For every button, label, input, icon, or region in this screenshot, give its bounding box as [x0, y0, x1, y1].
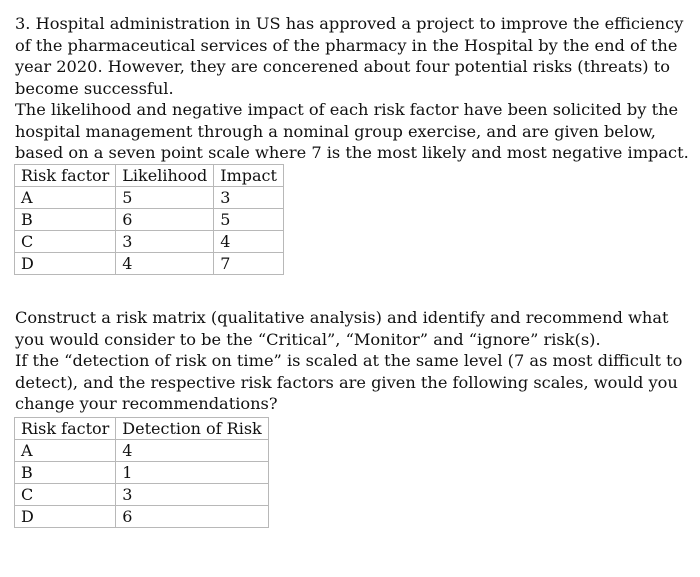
detection-of-risk-table — [14, 417, 269, 528]
table-row — [15, 462, 269, 484]
likelihood-cell: 5 — [116, 187, 214, 209]
impact-cell: 4 — [214, 231, 284, 253]
detection-cell: 4 — [116, 440, 268, 462]
risk-factor-cell: D — [15, 253, 116, 275]
table-row — [15, 187, 284, 209]
risk-factor-cell: A — [15, 187, 116, 209]
question-followup-text: Construct a risk matrix (qualitative analysis) and identify and recommend what you would consider to be the “Critical”, “Monitor” and “ignore” risk(s). If the “detection of risk on time” is scaled at the same level (7 as most difficult to detect), and the respective risk factors are given the following scales, would you change your recommendations? — [15, 308, 683, 413]
table-row — [15, 231, 284, 253]
detection-cell: 6 — [116, 506, 268, 528]
table-row — [15, 506, 269, 528]
table-header-row — [15, 165, 284, 187]
table-row — [15, 484, 269, 506]
detection-cell: 3 — [116, 484, 268, 506]
column-header-likelihood: Likelihood — [116, 165, 214, 187]
table-row — [15, 440, 269, 462]
likelihood-cell: 4 — [116, 253, 214, 275]
risk-factor-cell: D — [15, 506, 116, 528]
question-intro-text: 3. Hospital administration in US has approved a project to improve the efficiency of the pharmaceutical services of the pharmacy in the Hospital by the end of the year 2020. However, they are concerened about four potential risks (threats) to become successful. The likelihood and negative impact of each risk factor have been solicited by the hospital management through a nominal group exercise, and are given below, based on a seven point scale where 7 is the most likely and most negative impact. — [15, 14, 689, 162]
risk-factor-cell: B — [15, 462, 116, 484]
table-row — [15, 209, 284, 231]
impact-cell: 3 — [214, 187, 284, 209]
impact-cell: 7 — [214, 253, 284, 275]
risk-factor-cell: C — [15, 484, 116, 506]
risk-factor-cell: B — [15, 209, 116, 231]
table-header-row — [15, 418, 269, 440]
likelihood-cell: 3 — [116, 231, 214, 253]
column-header-impact: Impact — [214, 165, 284, 187]
likelihood-cell: 6 — [116, 209, 214, 231]
table-row — [15, 253, 284, 275]
detection-cell: 1 — [116, 462, 268, 484]
risk-factor-cell: C — [15, 231, 116, 253]
impact-cell: 5 — [214, 209, 284, 231]
risk-factor-cell: A — [15, 440, 116, 462]
column-header-risk-factor: Risk factor — [15, 418, 116, 440]
column-header-risk-factor: Risk factor — [15, 165, 116, 187]
column-header-detection-of-risk: Detection of Risk — [116, 418, 268, 440]
risk-factor-table — [14, 164, 284, 275]
